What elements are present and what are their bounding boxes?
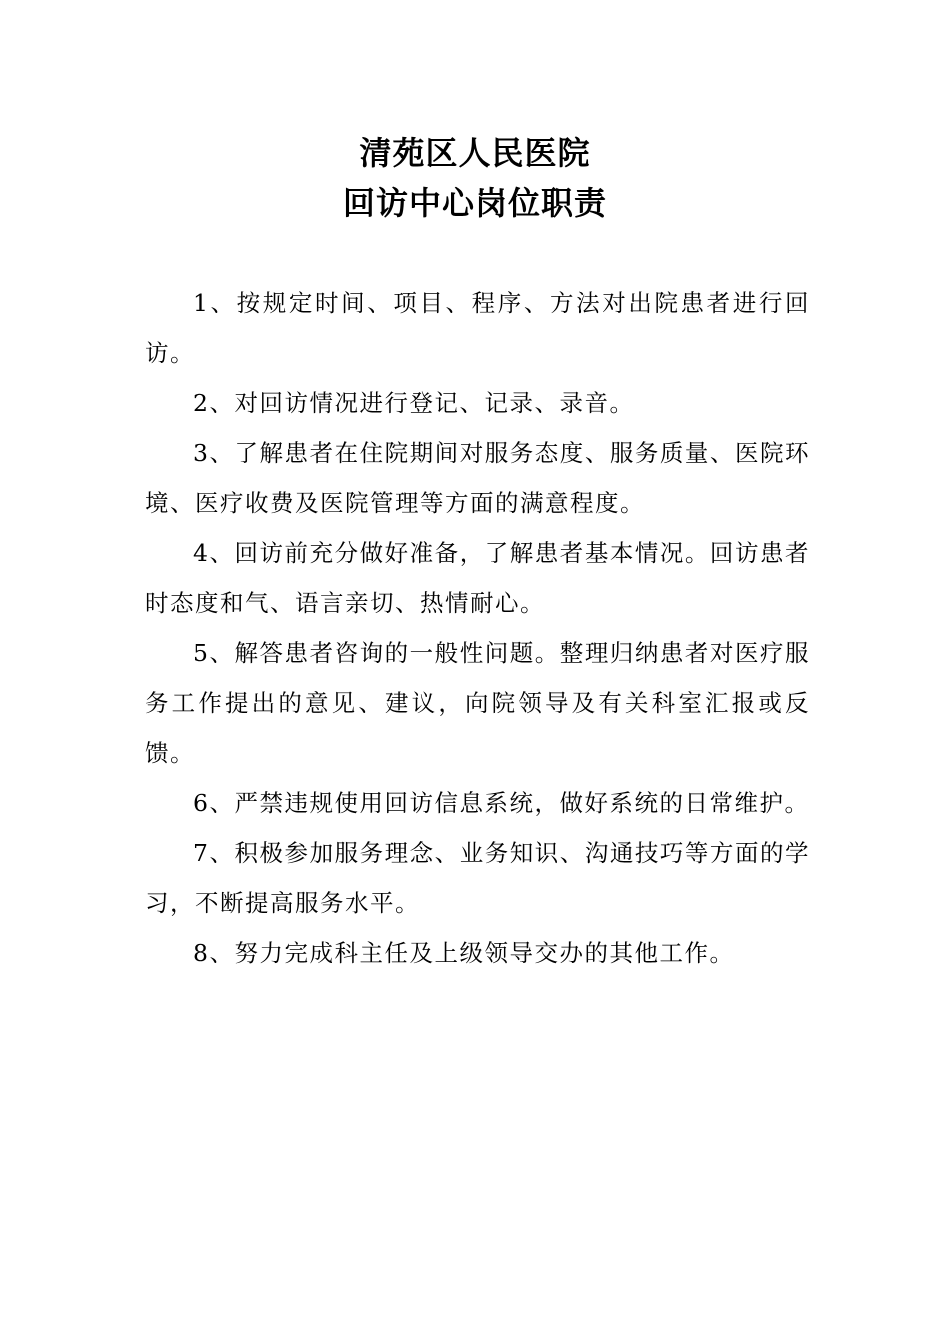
duty-item-4: 4、回访前充分做好准备，了解患者基本情况。回访患者时态度和气、语言亲切、热情耐心。: [145, 539, 810, 617]
duty-item-2: 2、对回访情况进行登记、记录、录音。: [193, 389, 635, 417]
duty-item-8: 8、努力完成科主任及上级领导交办的其他工作。: [193, 939, 735, 967]
duty-item-3: 3、了解患者在住院期间对服务态度、服务质量、医院环境、医疗收费及医院管理等方面的满意程度。: [145, 439, 810, 517]
duty-item-6: 6、严禁违规使用回访信息系统，做好系统的日常维护。: [193, 789, 810, 817]
duties-list: [145, 278, 810, 978]
duty-item-7: 7、积极参加服务理念、业务知识、沟通技巧等方面的学习，不断提高服务水平。: [145, 839, 810, 917]
hospital-name: 清苑区人民医院: [359, 134, 591, 172]
duty-item-5: 5、解答患者咨询的一般性问题。整理归纳患者对医疗服务工作提出的意见、建议，向院领导及有关科室汇报或反馈。: [145, 639, 810, 767]
document-title: [0, 128, 950, 228]
job-title: 回访中心岗位职责: [342, 184, 607, 222]
duty-item-1: 1、按规定时间、项目、程序、方法对出院患者进行回访。: [145, 289, 810, 367]
